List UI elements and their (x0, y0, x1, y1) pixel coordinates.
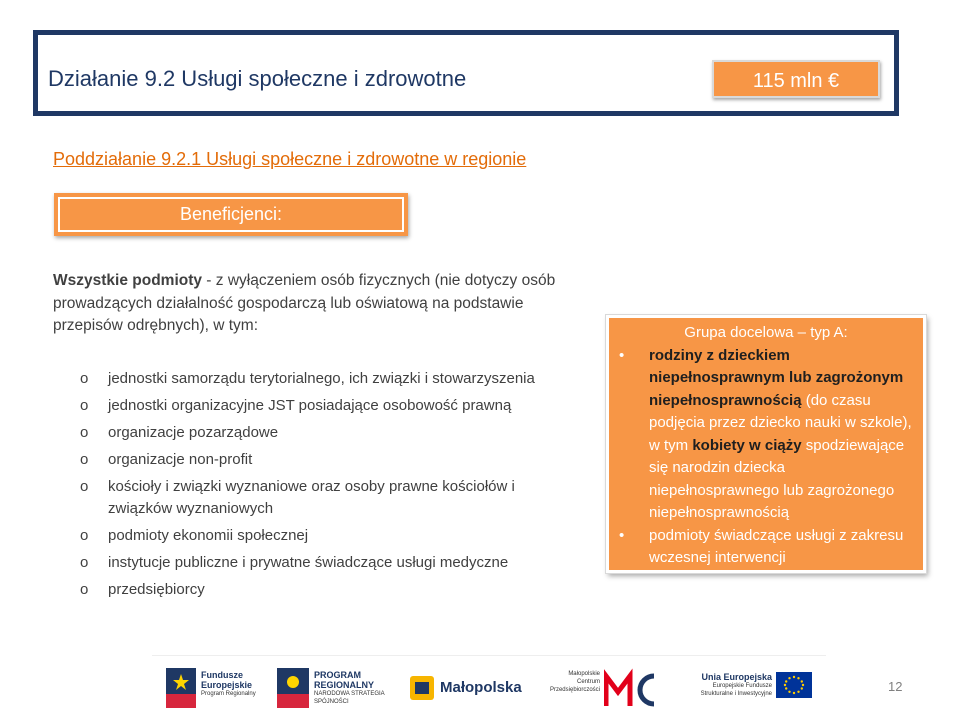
beneficiary-list (80, 368, 580, 606)
page-title: Działanie 9.2 Usługi społeczne i zdrowotne (48, 66, 467, 91)
fe-line1: Fundusze (201, 670, 243, 680)
pr-line1: PROGRAM (314, 670, 361, 680)
beneficiaries-intro (53, 270, 573, 338)
bullet-icon: • (619, 346, 625, 364)
fe-line2: Europejskie (201, 680, 253, 690)
mcp-logo (548, 666, 663, 710)
fe-stars-icon (166, 668, 196, 708)
list-item (80, 395, 580, 417)
target-group-bold-2: kobiety w ciąży (692, 436, 802, 454)
mcp-line3: Przedsiębiorczości (549, 687, 600, 693)
target-group-card (606, 315, 926, 573)
malopolska-emblem-icon (410, 676, 434, 700)
bullet-icon: • (619, 526, 625, 544)
fundusze-europejskie-logo (166, 666, 266, 710)
intro-bold: Wszystkie podmioty (53, 272, 202, 289)
circle-bullet-icon: o (80, 424, 89, 441)
budget-badge: 115 mln € (712, 60, 880, 98)
target-group-text-1: (do czasu podjęcia przez dziecko nauki w szkole), w tym (649, 391, 912, 454)
list-item (80, 368, 580, 390)
list-item (80, 476, 580, 519)
list-item (80, 552, 580, 574)
logo-strip (152, 655, 826, 720)
malopolska-logo (410, 666, 535, 710)
target-group-bold-1: rodziny z dzieckiem niepełnosprawnym lub zagrożonym niepełnosprawnością (649, 346, 904, 409)
list-item-text: organizacje non-profit (108, 451, 253, 468)
list-item-text: jednostki organizacyjne JST posiadające osobowość prawną (108, 397, 512, 414)
target-group-title: Grupa docelowa – typ A: (684, 324, 848, 341)
circle-bullet-icon: o (80, 478, 89, 495)
intro-rest: - z wyłączeniem osób fizycznych (nie dotyczy osób prowadzących działalność gospodarczą lub oświatową na podstawie przepisów odrębnych), w tym: (53, 272, 556, 334)
list-item-text: przedsiębiorcy (108, 580, 205, 598)
fe-line3: Program Regionalny (201, 691, 256, 697)
eu-flag-icon (776, 672, 812, 698)
list-item-text: jednostki samorządu terytorialnego, ich związki i stowarzyszenia (108, 370, 535, 387)
page-number: 12 (888, 679, 903, 694)
ue-line2: Europejskie Fundusze (712, 683, 772, 689)
pr-flag-icon (277, 668, 309, 708)
target-group-item (609, 525, 923, 570)
circle-bullet-icon: o (80, 526, 89, 544)
malopolska-name: Małopolska (440, 679, 522, 696)
target-group-list (609, 345, 923, 570)
mcp-symbol-icon (604, 668, 659, 708)
target-group-text-2: spodziewające się narodzin dziecka niepełnosprawnego lub zagrożonego niepełnosprawnością (649, 436, 905, 521)
circle-bullet-icon: o (80, 397, 89, 414)
mcp-line1: Małopolskie (568, 671, 600, 677)
unia-europejska-logo (692, 666, 814, 710)
circle-bullet-icon: o (80, 370, 89, 387)
list-item (80, 422, 580, 444)
header-box (33, 30, 899, 116)
list-item (80, 525, 580, 547)
target-group-item (609, 345, 923, 525)
ue-line1: Unia Europejska (701, 672, 772, 682)
circle-bullet-icon: o (80, 451, 89, 468)
ue-line3: Strukturalne i Inwestycyjne (700, 691, 772, 697)
program-regionalny-logo (277, 666, 397, 710)
list-item (80, 449, 580, 471)
pr-line2: REGIONALNY (314, 680, 375, 690)
mcp-line2: Centrum (576, 679, 600, 685)
beneficiaries-heading: Beneficjenci: (58, 197, 404, 232)
list-item-text: podmioty ekonomii społecznej (108, 526, 309, 544)
pr-line3: NARODOWA STRATEGIA SPÓJNOŚCI (314, 691, 385, 705)
target-group-text-3: podmioty świadczące usługi z zakresu wczesnej interwencji (649, 526, 904, 566)
list-item-text: kościoły i związki wyznaniowe oraz osoby prawne kościołów i związków wyznaniowych (108, 478, 515, 517)
circle-bullet-icon: o (80, 580, 89, 598)
subaction-link[interactable]: Poddziałanie 9.2.1 Usługi społeczne i zdrowotne w regionie (53, 149, 527, 169)
beneficiaries-heading-box (54, 193, 408, 236)
list-item-text: instytucje publiczne i prywatne świadczące usługi medyczne (108, 553, 509, 571)
list-item (80, 579, 580, 601)
list-item-text: organizacje pozarządowe (108, 424, 279, 441)
circle-bullet-icon: o (80, 553, 89, 571)
